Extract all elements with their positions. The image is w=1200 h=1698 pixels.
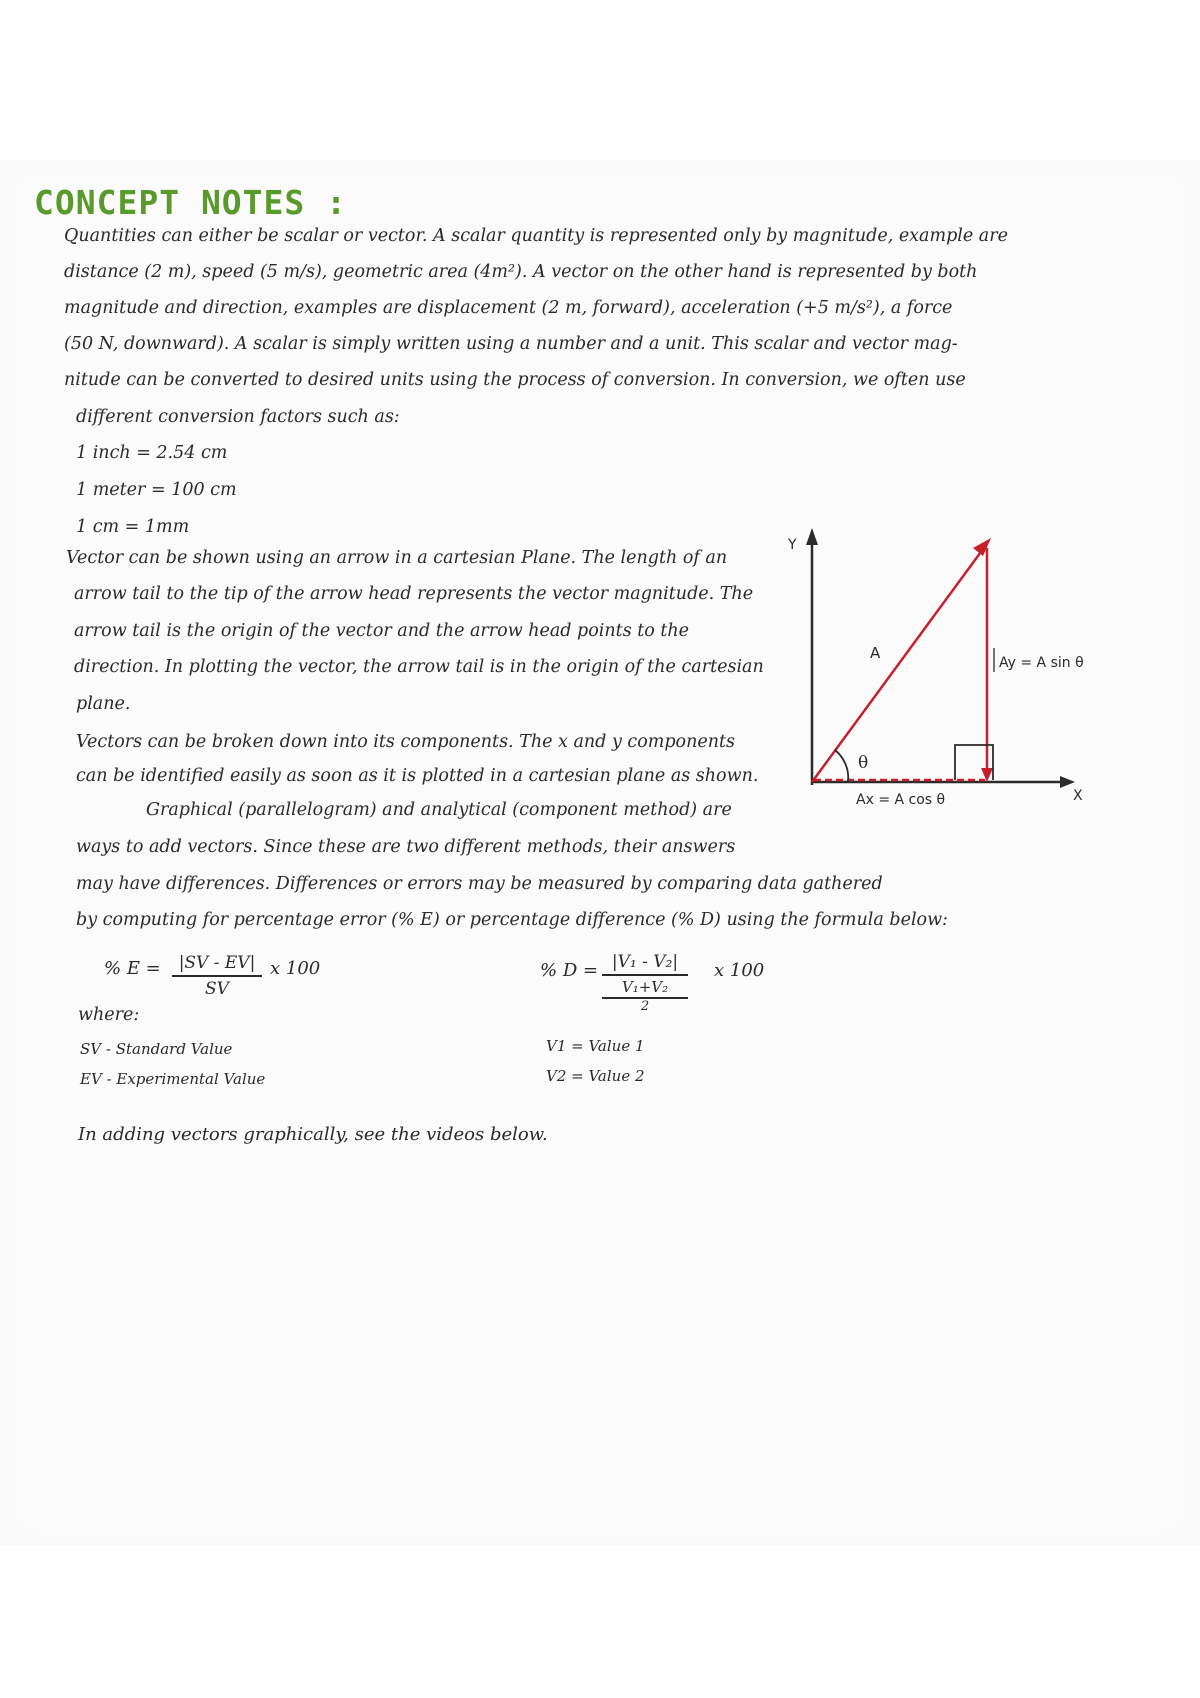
definition-v1: V1 = Value 1 (546, 1037, 645, 1055)
percent-error-fraction (172, 953, 262, 999)
percent-error-denominator: SV (205, 979, 229, 999)
y-axis-arrowhead (806, 528, 818, 545)
paragraph-1-line: magnitude and direction, examples are displacement (2 m, forward), acceleration (+5 m/s²), a force (64, 298, 953, 318)
ax-component-label: Ax = A cos θ (856, 792, 946, 808)
x-axis-arrowhead (1060, 776, 1075, 788)
conversion-inch: 1 inch = 2.54 cm (76, 443, 228, 463)
angle-arc (835, 750, 848, 782)
where-label: where: (78, 1005, 140, 1025)
paragraph-2-line: direction. In plotting the vector, the arrow tail is in the origin of the cartesian (74, 657, 764, 677)
paragraph-1-line: distance (2 m), speed (5 m/s), geometric area (4m²). A vector on the other hand is represented by both (64, 262, 978, 282)
paragraph-1-line: Quantities can either be scalar or vector. A scalar quantity is represented only by magnitude, example are (64, 226, 1008, 246)
paragraph-3-line: Vectors can be broken down into its components. The x and y components (76, 732, 735, 752)
ay-component-label: Ay = A sin θ (999, 655, 1084, 671)
paragraph-2-line: arrow tail to the tip of the arrow head represents the vector magnitude. The (74, 584, 754, 604)
percent-error-numerator: |SV - EV| (172, 953, 262, 977)
vector-a-arrowhead (973, 538, 991, 556)
vector-a-line (812, 545, 986, 782)
definition-ev: EV - Experimental Value (80, 1070, 266, 1088)
angle-theta-label: θ (858, 753, 869, 773)
page-title: CONCEPT NOTES : (34, 183, 348, 222)
percent-difference-denominator-bottom: 2 (640, 999, 650, 1014)
vector-a-label: A (870, 644, 881, 662)
paragraph-1-line: (50 N, downward). A scalar is simply written using a number and a unit. This scalar and vector mag- (64, 334, 958, 354)
paragraph-4-line: by computing for percentage error (% E) or percentage difference (% D) using the formula below: (76, 910, 948, 930)
paragraph-3-line: can be identified easily as soon as it is plotted in a cartesian plane as shown. (76, 766, 759, 786)
paragraph-2-line: Vector can be shown using an arrow in a cartesian Plane. The length of an (66, 548, 728, 568)
closing-note: In adding vectors graphically, see the videos below. (78, 1124, 548, 1145)
percent-error-lhs: % E = (104, 958, 161, 979)
percent-difference-lhs: % D = (540, 960, 599, 981)
x-axis-label: X (1073, 788, 1083, 804)
percent-error-multiplier: x 100 (270, 958, 321, 979)
percent-difference-fraction (602, 952, 688, 1014)
paragraph-1-line: different conversion factors such as: (76, 407, 400, 427)
paragraph-4-line: ways to add vectors. Since these are two different methods, their answers (76, 837, 736, 857)
percent-difference-numerator: |V₁ - V₂| (602, 952, 688, 976)
paragraph-4-line: may have differences. Differences or errors may be measured by comparing data gathered (76, 874, 883, 894)
conversion-meter: 1 meter = 100 cm (76, 480, 237, 500)
definition-sv: SV - Standard Value (80, 1040, 233, 1058)
paragraph-1-line: nitude can be converted to desired units using the process of conversion. In conversion, we often use (64, 370, 966, 390)
definition-v2: V2 = Value 2 (546, 1067, 645, 1085)
percent-difference-denominator-top: V₁+V₂ (602, 976, 688, 999)
conversion-cm: 1 cm = 1mm (76, 517, 190, 537)
paragraph-2-line: arrow tail is the origin of the vector and the arrow head points to the (74, 621, 690, 641)
y-axis-label: Y (788, 537, 797, 553)
paragraph-4-line: Graphical (parallelogram) and analytical (component method) are (146, 800, 732, 820)
paragraph-2-line: plane. (76, 694, 131, 714)
percent-difference-multiplier: x 100 (714, 960, 765, 981)
